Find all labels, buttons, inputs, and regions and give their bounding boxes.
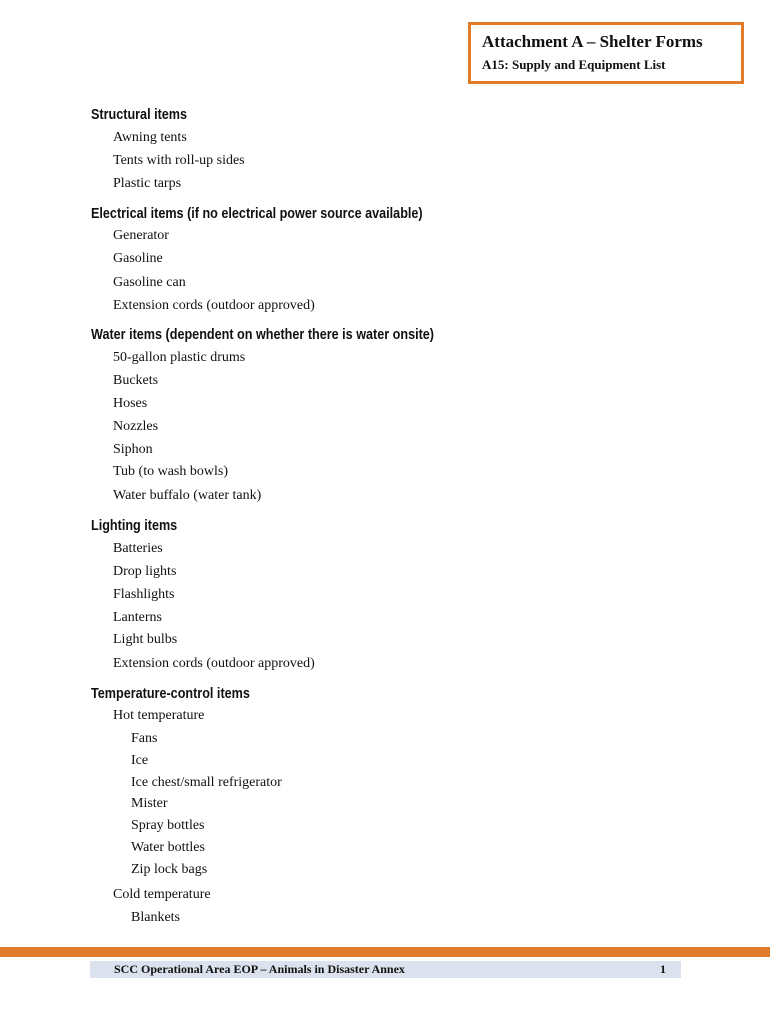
list-item: Generator — [113, 228, 169, 243]
list-item: Drop lights — [113, 564, 177, 579]
list-item: Flashlights — [113, 587, 175, 602]
list-item: Mister — [131, 796, 168, 811]
list-item: Plastic tarps — [113, 176, 182, 191]
list-item: 50-gallon plastic drums — [113, 350, 246, 365]
list-item: Fans — [131, 731, 158, 746]
list-item: Buckets — [113, 373, 159, 388]
section-heading-structural: Structural items — [91, 107, 188, 123]
list-item: Extension cords (outdoor approved) — [113, 298, 315, 313]
page-number: 1 — [660, 962, 666, 976]
footer-band — [90, 961, 681, 978]
attachment-title: Attachment A – Shelter Forms — [482, 32, 703, 51]
list-item: Zip lock bags — [131, 862, 208, 877]
list-item: Gasoline can — [113, 275, 186, 290]
list-item: Tub (to wash bowls) — [113, 464, 228, 479]
section-heading-water: Water items (dependent on whether there is water onsite) — [91, 327, 435, 343]
group-label-cold: Cold temperature — [113, 887, 211, 902]
list-item: Ice chest/small refrigerator — [131, 775, 282, 790]
list-item: Siphon — [113, 442, 153, 457]
list-item: Tents with roll-up sides — [113, 153, 245, 168]
group-label-hot: Hot temperature — [113, 708, 205, 723]
list-item: Lanterns — [113, 610, 162, 625]
list-item: Gasoline — [113, 251, 163, 266]
list-item: Nozzles — [113, 419, 159, 434]
footer-orange-rule — [0, 947, 770, 957]
list-item: Ice — [131, 753, 149, 768]
section-heading-electrical: Electrical items (if no electrical power source available) — [91, 206, 423, 222]
list-item: Water buffalo (water tank) — [113, 488, 262, 503]
list-item: Blankets — [131, 910, 180, 925]
list-item: Water bottles — [131, 840, 205, 855]
list-item: Batteries — [113, 541, 163, 556]
section-heading-temperature: Temperature-control items — [91, 686, 250, 702]
list-item: Spray bottles — [131, 818, 205, 833]
footer-document-title: SCC Operational Area EOP – Animals in Disaster Annex — [114, 962, 405, 976]
list-item: Hoses — [113, 396, 148, 411]
list-item: Light bulbs — [113, 632, 178, 647]
form-subtitle: A15: Supply and Equipment List — [482, 57, 666, 72]
section-heading-lighting: Lighting items — [91, 518, 178, 534]
list-item: Awning tents — [113, 130, 187, 145]
attachment-header-box — [468, 22, 744, 84]
list-item: Extension cords (outdoor approved) — [113, 656, 315, 671]
